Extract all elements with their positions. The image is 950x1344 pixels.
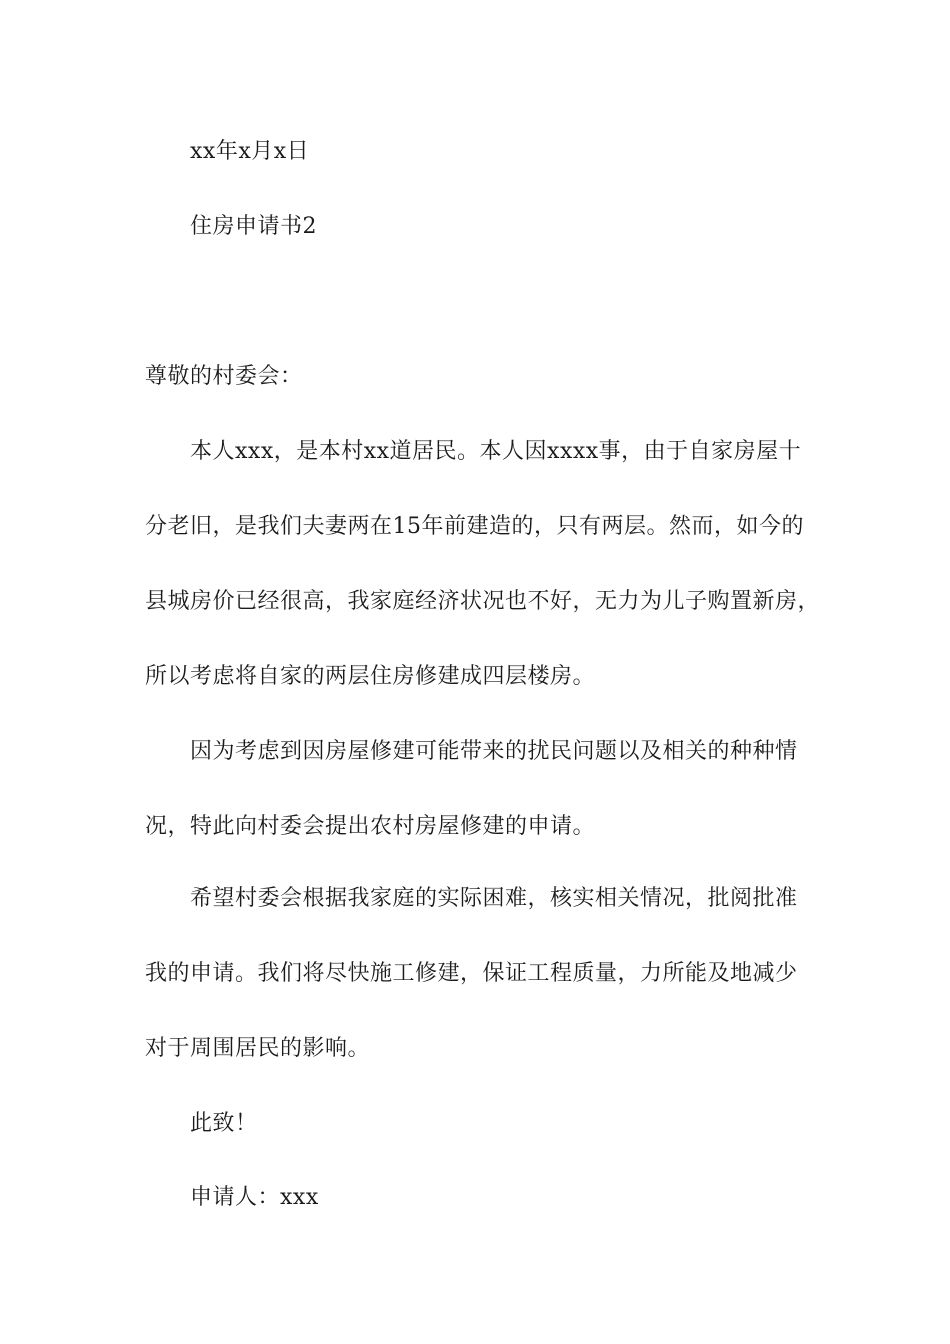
paragraph-3-line-1: 希望村委会根据我家庭的实际困难，核实相关情况，批阅批准 xyxy=(190,886,798,911)
paragraph-2-line-1: 因为考虑到因房屋修建可能带来的扰民问题以及相关的种种情 xyxy=(190,739,798,764)
paragraph-2-line-2: 况，特此向村委会提出农村房屋修建的申请。 xyxy=(145,814,596,839)
date-line: xx年x月x日 xyxy=(190,139,310,164)
paragraph-3-line-2: 我的申请。我们将尽快施工修建，保证工程质量，力所能及地减少 xyxy=(145,961,798,986)
applicant-signature: 申请人：xxx xyxy=(190,1185,319,1210)
document-title: 住房申请书2 xyxy=(190,214,317,239)
paragraph-1-line-3: 县城房价已经很高，我家庭经济状况也不好，无力为儿子购置新房， xyxy=(145,589,821,614)
paragraph-3-line-3: 对于周围居民的影响。 xyxy=(145,1036,371,1061)
salutation: 尊敬的村委会： xyxy=(145,364,303,389)
closing: 此致！ xyxy=(190,1111,258,1136)
paragraph-1-line-2: 分老旧，是我们夫妻两在15年前建造的，只有两层。然而，如今的 xyxy=(145,514,804,539)
paragraph-1-line-1: 本人xxx，是本村xx道居民。本人因xxxx事，由于自家房屋十 xyxy=(190,439,802,464)
paragraph-1-line-4: 所以考虑将自家的两层住房修建成四层楼房。 xyxy=(145,664,596,689)
